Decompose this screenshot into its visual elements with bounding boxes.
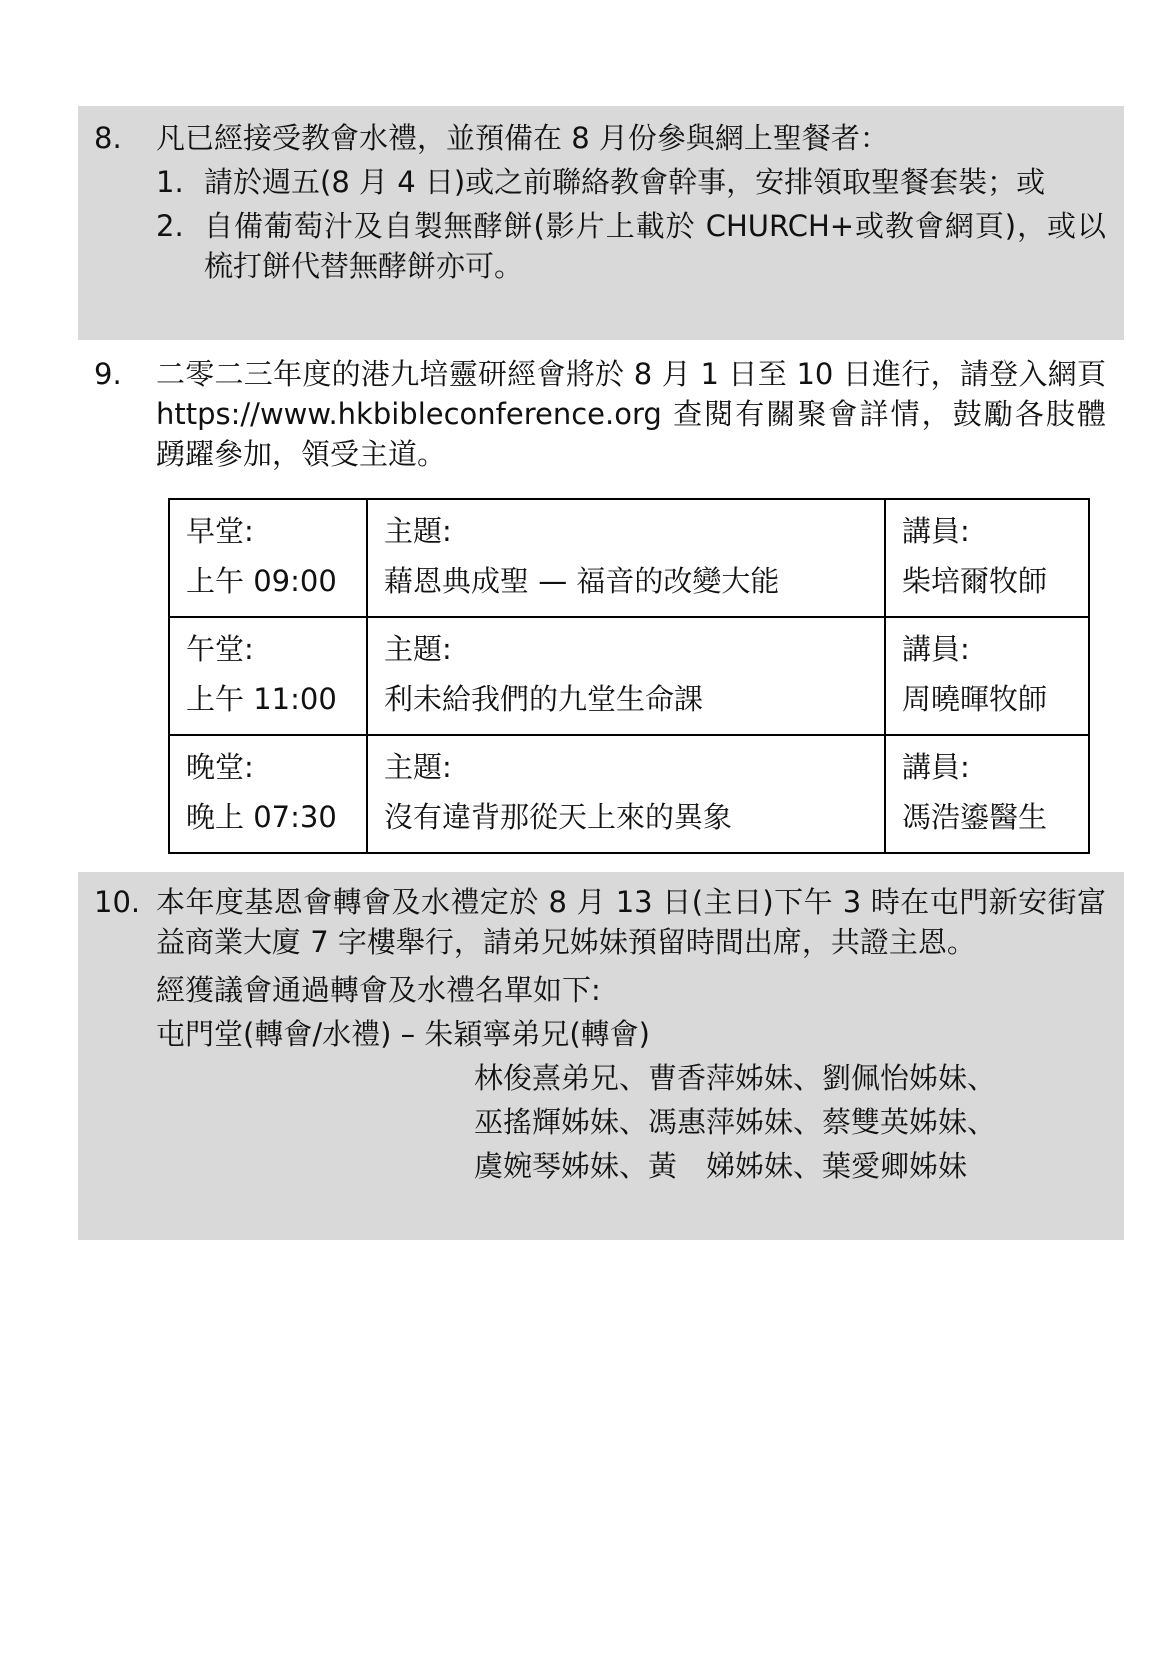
session-name: 午堂: (186, 632, 254, 666)
speaker-name: 馮浩鎏醫生 (902, 800, 1048, 834)
item-number: 9. (94, 357, 122, 391)
theme-cell (367, 499, 885, 617)
table-row (169, 499, 1089, 617)
session-name: 晚堂: (186, 750, 254, 784)
notice-text: 凡已經接受教會水禮，並預備在 8 月份參與網上聖餐者： (156, 121, 889, 155)
notice-item-8 (78, 106, 1124, 340)
option-1 (156, 162, 1124, 202)
speaker-name: 周曉暉牧師 (902, 682, 1048, 716)
notice-text: 本年度基恩會轉會及水禮定於 8 月 13 日(主日)下午 3 時在屯門新安街富益商業大廈 7 字樓舉行，請弟兄姊妹預留時間出席，共證主恩。 (156, 885, 1106, 959)
option-number: 2. (156, 209, 184, 243)
member-names-line: 林俊熹弟兄、曹香萍姊妹、劉佩怡姊妹、 (474, 1061, 997, 1095)
member-names-line: 虞婉琴姊妹、黃 娣姊妹、葉愛卿姊妹 (474, 1149, 968, 1183)
theme-title: 沒有違背那從天上來的異象 (384, 800, 733, 834)
session-time: 上午 09:00 (186, 564, 337, 598)
notice-text: 二零二三年度的港九培靈研經會將於 8 月 1 日至 10 日進行，請登入網頁 https://www.hkbibleconference.org 查閱有關聚會詳情，鼓勵各肢體踴躍參加，領受主道。 (156, 357, 1106, 471)
list-first-line: 屯門堂(轉會/水禮) – 朱穎寧弟兄(轉會) (156, 1017, 650, 1051)
conference-schedule-table (168, 498, 1090, 854)
theme-label: 主題: (384, 632, 452, 666)
speaker-label: 講員: (902, 514, 970, 548)
session-cell (169, 499, 367, 617)
item-number: 8. (94, 121, 122, 155)
option-number: 1. (156, 165, 184, 199)
theme-label: 主題: (384, 750, 452, 784)
session-time: 晚上 07:30 (186, 800, 337, 834)
option-text: 自備葡萄汁及自製無酵餅(影片上載於 CHURCH+或教會網頁)，或以梳打餅代替無酵餅亦可。 (204, 209, 1106, 283)
option-text: 請於週五(8 月 4 日)或之前聯絡教會幹事，安排領取聖餐套裝；或 (204, 165, 1046, 199)
speaker-cell (885, 499, 1089, 617)
speaker-label: 講員: (902, 632, 970, 666)
table-row (169, 735, 1089, 853)
theme-title: 藉恩典成聖 — 福音的改變大能 (384, 564, 780, 598)
theme-title: 利未給我們的九堂生命課 (384, 682, 704, 716)
speaker-name: 柴培爾牧師 (902, 564, 1048, 598)
theme-cell (367, 735, 885, 853)
session-cell (169, 735, 367, 853)
notice-item-10 (78, 872, 1124, 1240)
theme-cell (367, 617, 885, 735)
session-cell (169, 617, 367, 735)
speaker-cell (885, 617, 1089, 735)
item-number: 10. (94, 885, 141, 919)
session-name: 早堂: (186, 514, 254, 548)
member-names-line: 巫搖輝姊妹、馮惠萍姊妹、蔡雙英姊妹、 (474, 1105, 997, 1139)
speaker-cell (885, 735, 1089, 853)
speaker-label: 講員: (902, 750, 970, 784)
list-intro: 經獲議會通過轉會及水禮名單如下: (156, 973, 601, 1007)
theme-label: 主題: (384, 514, 452, 548)
table-row (169, 617, 1089, 735)
notice-item-9 (78, 350, 1124, 480)
option-2 (156, 206, 1124, 286)
session-time: 上午 11:00 (186, 682, 337, 716)
